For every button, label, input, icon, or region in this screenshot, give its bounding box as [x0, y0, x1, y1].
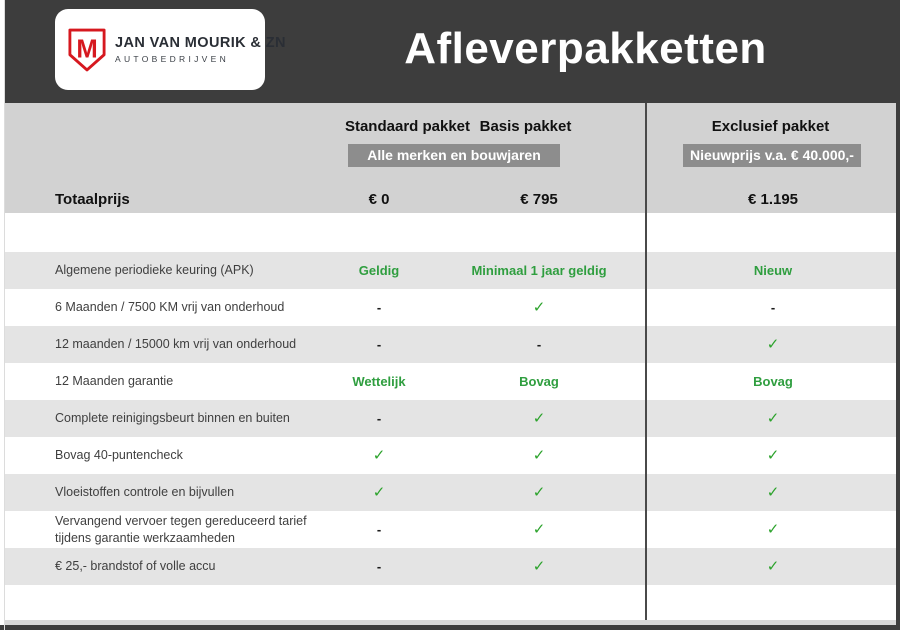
totals-label: Totaalprijs [55, 191, 130, 208]
value-text: Wettelijk [352, 373, 406, 389]
right-edge-bar [896, 0, 900, 630]
column-divider [645, 103, 647, 620]
table-row [5, 363, 896, 400]
cell-standaard [320, 446, 438, 465]
feature-label: 12 Maanden garantie [55, 374, 174, 389]
feature-label: Vloeistoffen controle en bijvullen [55, 485, 235, 500]
check-icon: ✓ [532, 558, 546, 575]
value-text: Geldig [358, 262, 400, 278]
value-text: Bovag [519, 373, 559, 389]
table-row [5, 400, 896, 437]
badge-alle-merken: Alle merken en bouwjaren [348, 144, 560, 167]
feature-label: Bovag 40-puntencheck [55, 448, 183, 463]
header-bar [5, 0, 896, 103]
table-row [5, 548, 896, 585]
brand-name: JAN VAN MOURIK & ZN [115, 35, 286, 51]
cell-standaard [320, 521, 438, 539]
footer-dark-bar [0, 625, 900, 630]
table-row [5, 252, 896, 289]
cell-exclusief [650, 520, 896, 539]
check-icon: ✓ [766, 336, 780, 353]
feature-label: 12 maanden / 15000 km vrij van onderhoud [55, 337, 297, 352]
check-icon: ✓ [766, 410, 780, 427]
cell-basis [438, 520, 640, 539]
cell-basis [438, 262, 640, 280]
column-header-standaard: Standaard pakket [344, 118, 471, 135]
cell-basis [438, 298, 640, 317]
table-row [5, 474, 896, 511]
brand-subtitle: AUTOBEDRIJVEN [115, 54, 230, 64]
check-icon: ✓ [372, 484, 386, 501]
badge-nieuwprijs: Nieuwprijs v.a. € 40.000,- [683, 144, 861, 167]
cell-standaard [320, 336, 438, 354]
feature-table [5, 252, 896, 585]
cell-basis [438, 373, 640, 391]
dash-mark: - [376, 410, 382, 426]
brand-logo-letter: M [76, 35, 98, 64]
feature-label: 6 Maanden / 7500 KM vrij van onderhoud [55, 300, 285, 315]
check-icon: ✓ [532, 447, 546, 464]
page-title: Afleverpakketten [404, 24, 767, 73]
column-header-exclusief: Exclusief pakket [711, 118, 830, 135]
table-row [5, 326, 896, 363]
packages-header-band [5, 103, 896, 213]
totals-row [5, 186, 896, 213]
cell-exclusief [650, 557, 896, 576]
brand-shield-icon [68, 28, 106, 72]
cell-exclusief [650, 299, 896, 317]
totals-value-basis: € 795 [520, 190, 558, 208]
brand-logo [55, 9, 286, 90]
left-edge-line [4, 0, 5, 630]
feature-label: Vervangend vervoer tegen gereduceerd tarief tijdens garantie werkzaamheden [55, 514, 307, 545]
dash-mark: - [376, 336, 382, 352]
value-text: Nieuw [753, 262, 793, 278]
cell-standaard [320, 299, 438, 317]
cell-basis [438, 446, 640, 465]
cell-basis [438, 557, 640, 576]
feature-label: Algemene periodieke keuring (APK) [55, 263, 254, 278]
check-icon: ✓ [766, 484, 780, 501]
cell-standaard [320, 262, 438, 280]
check-icon: ✓ [766, 447, 780, 464]
value-text: Minimaal 1 jaar geldig [471, 262, 607, 278]
check-icon: ✓ [532, 521, 546, 538]
check-icon: ✓ [766, 521, 780, 538]
cell-exclusief [650, 446, 896, 465]
cell-standaard [320, 410, 438, 428]
cell-standaard [320, 483, 438, 502]
brand-text-block [115, 35, 286, 64]
cell-standaard [320, 373, 438, 391]
check-icon: ✓ [532, 299, 546, 316]
cell-basis [438, 409, 640, 428]
feature-label: Complete reinigingsbeurt binnen en buiten [55, 411, 290, 426]
totals-value-standaard: € 0 [368, 190, 390, 208]
cell-exclusief [650, 373, 896, 391]
cell-exclusief [650, 262, 896, 280]
feature-label: € 25,- brandstof of volle accu [55, 559, 216, 574]
cell-standaard [320, 558, 438, 576]
check-icon: ✓ [372, 447, 386, 464]
dash-mark: - [770, 299, 776, 315]
check-icon: ✓ [532, 410, 546, 427]
table-row [5, 511, 896, 548]
dash-mark: - [376, 299, 382, 315]
dash-mark: - [536, 336, 542, 352]
cell-basis [438, 483, 640, 502]
totals-value-exclusief: € 1.195 [747, 190, 799, 208]
value-text: Bovag [753, 373, 793, 389]
cell-exclusief [650, 409, 896, 428]
check-icon: ✓ [766, 558, 780, 575]
table-row [5, 289, 896, 326]
dash-mark: - [376, 558, 382, 574]
dash-mark: - [376, 521, 382, 537]
cell-basis [438, 336, 640, 354]
column-header-basis: Basis pakket [479, 118, 572, 135]
check-icon: ✓ [532, 484, 546, 501]
cell-exclusief [650, 483, 896, 502]
cell-exclusief [650, 335, 896, 354]
table-row [5, 437, 896, 474]
